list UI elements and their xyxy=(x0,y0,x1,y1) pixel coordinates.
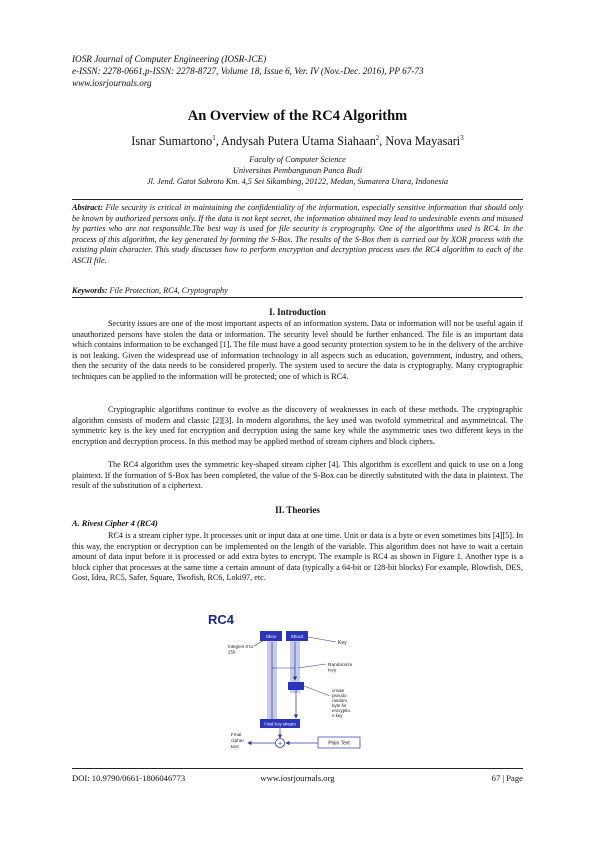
abstract xyxy=(72,203,523,267)
create-label: create pseudo random byte for encryptio n key xyxy=(332,688,350,718)
intro-paragraph-1: Security issues are one of the most important aspects of an information system. Data or information will not be useful again if unauthorized persons have stolen the data or information. The security level should be further enhanced. The file is an important data which contains information to be exchanged [1]. The file must have a good security protection system to be in the delivery of the archive is not leaking. Given the widespread use of information technology in all aspects such as education, government, industry, and others, then the security of the data needs to be considered properly. The system used to secure the data is cryptography. Many cryptographic techniques can be applied to the information will be protected; one of which is RC4. xyxy=(72,319,523,381)
author-3: , Nova Mayasari xyxy=(379,134,461,149)
author-list xyxy=(0,134,595,149)
author-1-affil-mark: 1 xyxy=(212,134,216,142)
keywords xyxy=(72,286,523,295)
journal-header xyxy=(72,53,522,89)
intro-paragraph-3: The RC4 algorithm uses the symmetric key-shaped stream cipher [4]. This algorithm is excellent and quick to use on a long plaintext. If the formation of S-Box has been completed, the value of the S-Box can be directly substituted with the data in plaintext. The result of the substitution of a ciphertext. xyxy=(72,460,523,490)
footer-site: www.iosrjournals.org xyxy=(260,773,335,783)
footer-rule xyxy=(72,768,523,769)
affiliation-faculty: Faculty of Computer Science xyxy=(249,155,346,164)
affiliation-address: Jl. Jend. Gatot Subroto Km. 4,5 Sei Sikambing, 20122, Medan, Sumatera Utara, Indonesia xyxy=(146,177,449,187)
keywords-label: Keywords: xyxy=(72,286,108,295)
author-3-affil-mark: 3 xyxy=(460,134,464,142)
paper-title: An Overview of the RC4 Algorithm xyxy=(187,108,408,124)
section-1-heading: I. Introduction xyxy=(269,307,326,317)
abstract-bottom-rule xyxy=(72,297,523,298)
randomize-label: Randomize Key xyxy=(328,663,353,674)
intro-paragraph-2: Cryptographic algorithms continue to evolve as the discovery of weaknesses in each of these methods. The cryptographic algorithm consists of modern and classic [2][3]. In modern algorithms, the key used was twofold symmetrical and asymmetrical. The symmetric key is the key used for encryption and decryption using the same key while the asymmetric uses two different keys in the encryption and decryption process. In this method may be applied method of stream ciphers and block ciphers. xyxy=(72,405,523,446)
journal-name: IOSR Journal of Computer Engineering (IOSR-JCE) xyxy=(72,54,267,64)
abstract-text: File security is critical in maintaining the confidentiality of the information, especially sensitive information that should only be known by authorized persons only. If the data is not kept secret, the information obtained may lead to undesirable events and misused by parties who are not responsible.The best way is used for file security is cryptography. One of the algorithms used is RC4. In the process of this algorithm, the key generated by forming the S-Box. The results of the S-Box then is carried out by XOR process with the existing plain character. This study discusses how to perform encryption and decryption process uses the RC4 algorithm to each of the ASCII file. xyxy=(72,203,523,265)
plain-text-label: Plain Text xyxy=(328,740,350,747)
diagram-title: RC4 xyxy=(208,612,235,627)
journal-issn: e-ISSN: 2278-0661,p-ISSN: 2278-8727, Volume 18, Issue 6, Ver. IV (Nov.-Dec. 2016), PP 67-73 xyxy=(72,66,424,76)
integers-label: Integers 0 to 256 xyxy=(228,644,254,655)
sbox-1-label: Sbox xyxy=(265,634,277,639)
section-2-heading: II. Theories xyxy=(275,505,320,515)
theory-paragraph-1: RC4 is a stream cipher type. It processes unit or input data at one time. Unit or data is a byte or even sometimes bits [4][5]. In this way, the encryption or decryption can be implemented on the length of the variable. This algorithm does not have to wait a certain amount of data input before it is processed or add extra bytes to encrypt. The example is RC4 as shown in Figure 1. Another type is a block cipher that processes at the same time a certain amount of data (typically a 64-bit or 128-bit blocks) For example, Blowfish, DES, Gost, Idea, RC5, Safer, Square, Twofish, RC6, Loki97, etc. xyxy=(72,531,523,582)
abstract-label: Abstract: xyxy=(72,203,103,212)
keywords-text: File Protection, RC4, Cryptography xyxy=(107,286,228,295)
journal-url: www.iosrjournals.org xyxy=(72,78,152,88)
xor-symbol: + xyxy=(277,740,283,748)
final-key-stream-label: Final Key stream xyxy=(264,721,296,727)
rc4-diagram xyxy=(200,606,400,758)
footer-doi: DOI: 10.9790/0661-1806046773 xyxy=(72,773,186,783)
affiliation xyxy=(0,154,595,188)
sbox-2-label: Sbox2 xyxy=(290,634,304,639)
key-label: Key xyxy=(338,640,347,646)
author-2: , Andysah Putera Utama Siahaan xyxy=(215,134,376,149)
footer-page: 67 | Page xyxy=(491,773,523,783)
affiliation-university: Universitas Pembangunan Panca Budi xyxy=(232,166,363,176)
final-cipher-label: Final cipher text xyxy=(231,733,245,750)
subsection-heading: A. Rivest Cipher 4 (RC4) xyxy=(72,519,158,528)
abstract-top-rule xyxy=(72,199,523,200)
author-2-affil-mark: 2 xyxy=(375,134,380,142)
author-1: Isnar Sumartono xyxy=(131,134,213,149)
randomize-box xyxy=(288,682,304,690)
